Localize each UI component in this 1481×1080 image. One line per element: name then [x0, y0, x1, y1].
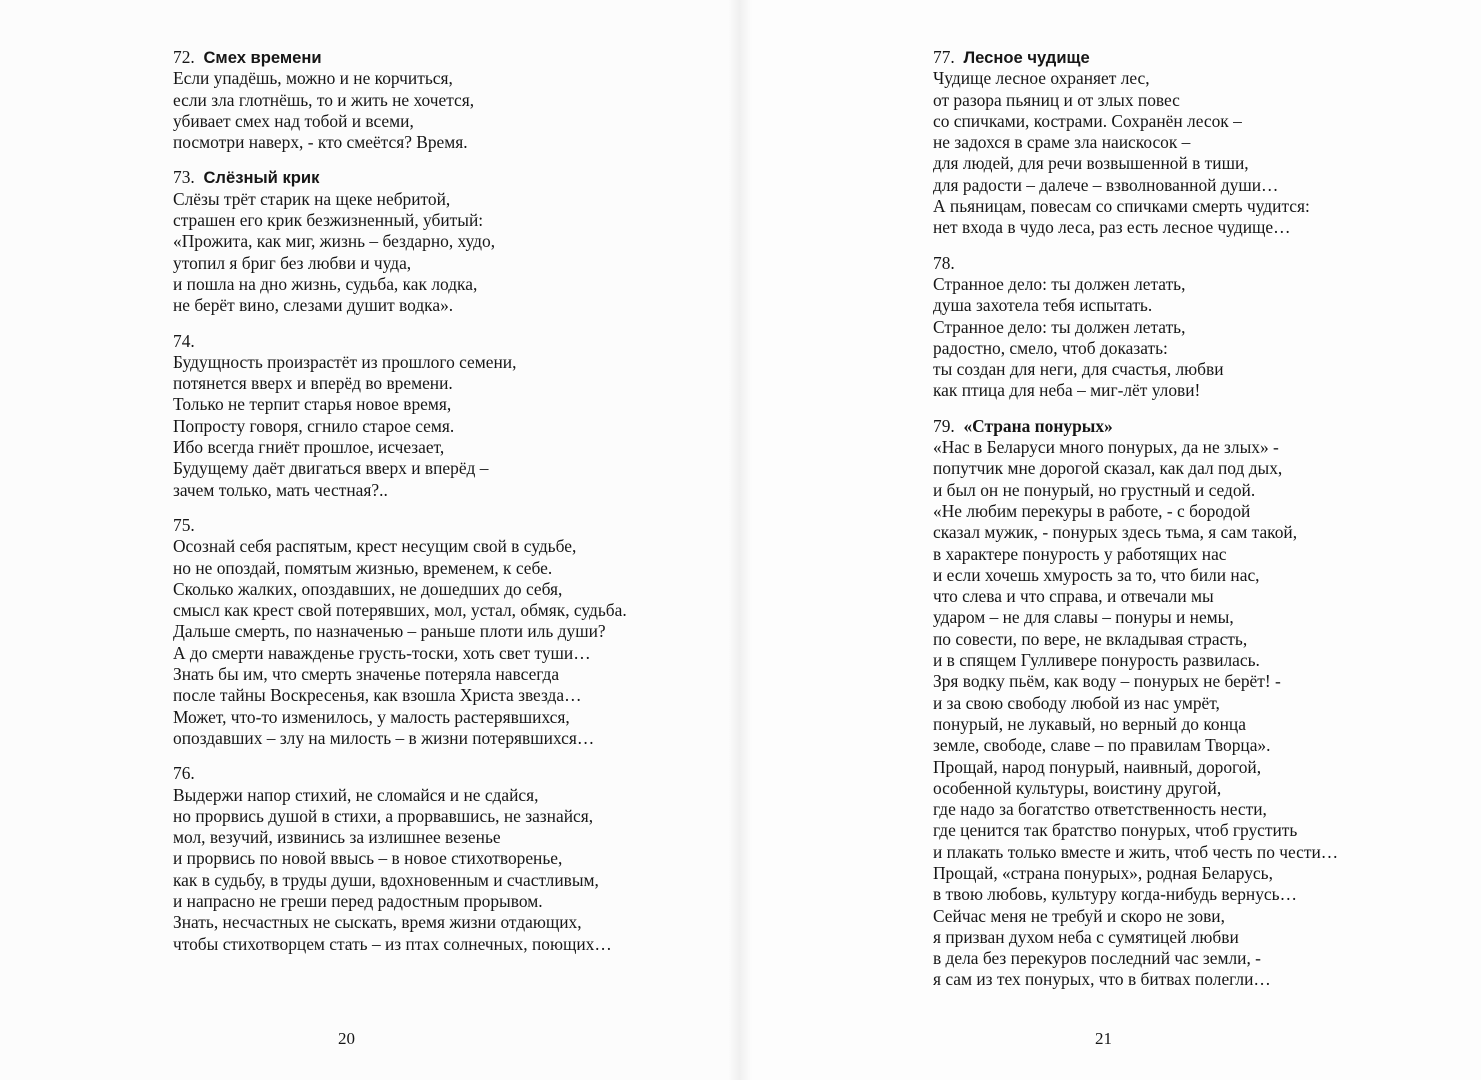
poem-line: в твою любовь, культуру когда-нибудь вернусь… — [933, 884, 1297, 905]
poem-line: чтобы стихотворцем стать – из птах солнечных, поющих… — [173, 933, 612, 954]
poem-line: понурый, не лукавый, но верный до конца — [933, 713, 1246, 734]
poem-line: где ценится так братство понурых, чтоб грустить — [933, 820, 1298, 841]
poem-line: Знать, несчастных не сыскать, время жизни отдающих, — [173, 912, 582, 933]
poem-number: 77. — [933, 47, 955, 67]
poem-line: и пошла на дно жизнь, судьба, как лодка, — [173, 273, 478, 294]
poem-number: 79. — [933, 415, 955, 436]
poem-line: «Прожита, как миг, жизнь – бездарно, худо, — [173, 231, 496, 252]
poem-line: после тайны Воскресенья, как взошла Христа звезда… — [173, 685, 582, 706]
poem-block — [173, 763, 627, 955]
poem-header — [173, 331, 627, 352]
poem-header — [933, 253, 1338, 274]
poem-line: Чудище лесное охраняет лес, — [933, 68, 1150, 89]
poem-line: сказал мужик, - понурых здесь тьма, я сам такой, — [933, 522, 1298, 543]
poem-title: Лесное чудище — [963, 48, 1090, 67]
poem-line: по совести, по вере, не вкладывая страсть, — [933, 628, 1248, 649]
right-page — [740, 0, 1481, 1080]
poem-line: для радости – далече – взволнованной души… — [933, 174, 1279, 195]
poem-line: мол, везучий, извинись за излишнее везенье — [173, 827, 501, 848]
poem-block — [933, 253, 1338, 402]
left-page — [0, 0, 740, 1080]
poem-title: Слёзный крик — [203, 168, 320, 188]
poem-line: со спичками, кострами. Сохранён лесок – — [933, 110, 1242, 131]
poem-line: Попросту говоря, сгнило старое семя. — [173, 415, 455, 436]
poem-line: как в судьбу, в труды души, вдохновенным и счастливым, — [173, 869, 599, 890]
poem-header — [173, 47, 627, 68]
poem-line: опоздавших – злу на милость – в жизни потерявшихся… — [173, 727, 595, 748]
poem-line: Сейчас меня не требуй и скоро не зови, — [933, 905, 1225, 926]
poem-line: но не опоздай, помятым жизнью, временем, к себе. — [173, 557, 553, 578]
poem-number: 78. — [933, 252, 955, 273]
poem-header — [933, 416, 1338, 437]
poem-line: и прорвись по новой ввысь – в новое стихотворенье, — [173, 848, 563, 869]
poem-line: и плакать только вместе и жить, чтоб честь по чести… — [933, 841, 1339, 862]
poem-line: не берёт вино, слезами душит водка». — [173, 295, 454, 316]
poem-line: Сколько жалких, опоздавших, не дошедших до себя, — [173, 578, 563, 599]
poem-line: как птица для неба – миг-лёт улови! — [933, 380, 1201, 401]
poem-line: Прощай, «страна понурых», родная Беларусь, — [933, 862, 1273, 883]
right-page-text — [933, 47, 1338, 1005]
poem-line: душа захотела тебя испытать. — [933, 295, 1153, 316]
poem-line: Может, что-то изменилось, у малость растерявшихся, — [173, 706, 570, 727]
poem-block — [173, 47, 627, 153]
poem-line: где надо за богатство ответственность нести, — [933, 799, 1267, 820]
poem-block — [933, 416, 1338, 991]
poem-line: но прорвись душой в стихи, а прорвавшись, не зазнайся, — [173, 805, 594, 826]
poem-block — [173, 515, 627, 749]
poem-line: если зла глотнёшь, то и жить не хочется, — [173, 89, 475, 110]
poem-line: земле, свободе, славе – по правилам Творца». — [933, 735, 1271, 756]
poem-block — [173, 331, 627, 501]
poem-number: 73. — [173, 167, 195, 188]
poem-line: Дальше смерть, по назначенью – раньше плоти иль души? — [173, 621, 606, 642]
poem-line: посмотри наверх, - кто смеётся? Время. — [173, 132, 468, 153]
poem-line: для людей, для речи возвышенной в тиши, — [933, 153, 1249, 174]
page-gutter — [728, 0, 752, 1080]
poem-line: смысл как крест свой потерявших, мол, устал, обмяк, судьба. — [173, 600, 627, 621]
poem-line: ударом – не для славы – понуры и немы, — [933, 607, 1234, 628]
poem-line: Странное дело: ты должен летать, — [933, 273, 1186, 294]
poem-line: Слёзы трёт старик на щеке небритой, — [173, 188, 451, 209]
poem-line: убивает смех над тобой и всеми, — [173, 110, 414, 131]
poem-line: Ибо всегда гниёт прошлое, исчезает, — [173, 437, 445, 458]
poem-line: от разора пьяниц и от злых повес — [933, 89, 1180, 110]
poem-line: Знать бы им, что смерть значенье потеряла навсегда — [173, 664, 560, 685]
poem-line: я сам из тех понурых, что в битвах полегли… — [933, 969, 1271, 990]
poem-line: в дела без перекуров последний час земли, - — [933, 948, 1261, 969]
poem-line: и за свою свободу любой из нас умрёт, — [933, 692, 1220, 713]
poem-number: 72. — [173, 47, 195, 67]
poem-line: в характере понурость у работящих нас — [933, 543, 1227, 564]
left-page-text — [173, 47, 627, 969]
poem-number: 75. — [173, 514, 195, 535]
poem-title: Смех времени — [203, 48, 322, 67]
poem-line: радостно, смело, чтоб доказать: — [933, 337, 1168, 358]
poem-line: Странное дело: ты должен летать, — [933, 316, 1186, 337]
poem-line: нет входа в чудо леса, раз есть лесное чудище… — [933, 217, 1291, 238]
poem-block — [173, 167, 627, 316]
poem-line: зачем только, мать честная?.. — [173, 479, 388, 500]
poem-line: ты создан для неги, для счастья, любви — [933, 359, 1224, 380]
poem-line: не задохся в сраме зла наискосок – — [933, 132, 1191, 153]
poem-line: А до смерти наважденье грусть-тоски, хоть свет туши… — [173, 642, 591, 663]
poem-number: 76. — [173, 763, 195, 784]
poem-line: и если хочешь хмурость за то, что били нас, — [933, 564, 1260, 585]
poem-line: Зря водку пьём, как воду – понурых не берёт! - — [933, 671, 1281, 692]
poem-line: Будущему даёт двигаться вверх и вперёд – — [173, 458, 489, 479]
poem-line: и был он не понурый, но грустный и седой. — [933, 479, 1256, 500]
poem-line: «Не любим перекуры в работе, - с бородой — [933, 500, 1251, 521]
poem-block — [933, 47, 1338, 239]
poem-header — [173, 515, 627, 536]
poem-line: я призван духом неба с сумятицей любви — [933, 926, 1239, 947]
poem-line: Выдержи напор стихий, не сломайся и не сдайся, — [173, 784, 539, 805]
poem-line: и напрасно не греши перед радостным прорывом. — [173, 890, 543, 911]
poem-line: Осознай себя распятым, крест несущим свой в судьбе, — [173, 536, 577, 557]
poem-line: утопил я бриг без любви и чуда, — [173, 252, 412, 273]
poem-line: Прощай, народ понурый, наивный, дорогой, — [933, 756, 1262, 777]
poem-header — [173, 167, 627, 188]
poem-line: особенной культуры, воистину другой, — [933, 777, 1222, 798]
poem-header — [173, 763, 627, 784]
poem-line: Если упадёшь, можно и не корчиться, — [173, 68, 453, 89]
poem-line: и в спящем Гулливере понурость развилась. — [933, 650, 1260, 671]
poem-title: «Страна понурых» — [963, 415, 1113, 436]
left-page-number: 20 — [338, 1029, 355, 1048]
poem-line: потянется вверх и вперёд во времени. — [173, 373, 453, 394]
poem-line: Будущность произрастёт из прошлого семени, — [173, 351, 517, 372]
poem-number: 74. — [173, 330, 195, 351]
poem-line: что слева и что справа, и отвечали мы — [933, 586, 1214, 607]
poem-line: страшен его крик безжизненный, убитый: — [173, 210, 484, 231]
poem-header — [933, 47, 1338, 68]
poem-line: «Нас в Беларуси много понурых, да не злых» - — [933, 437, 1279, 458]
poem-line: А пьяницам, повесам со спичками смерть чудится: — [933, 196, 1310, 217]
poem-line: попутчик мне дорогой сказал, как дал под дых, — [933, 458, 1283, 479]
poem-line: Только не терпит старья новое время, — [173, 394, 452, 415]
right-page-number: 21 — [1095, 1029, 1112, 1048]
